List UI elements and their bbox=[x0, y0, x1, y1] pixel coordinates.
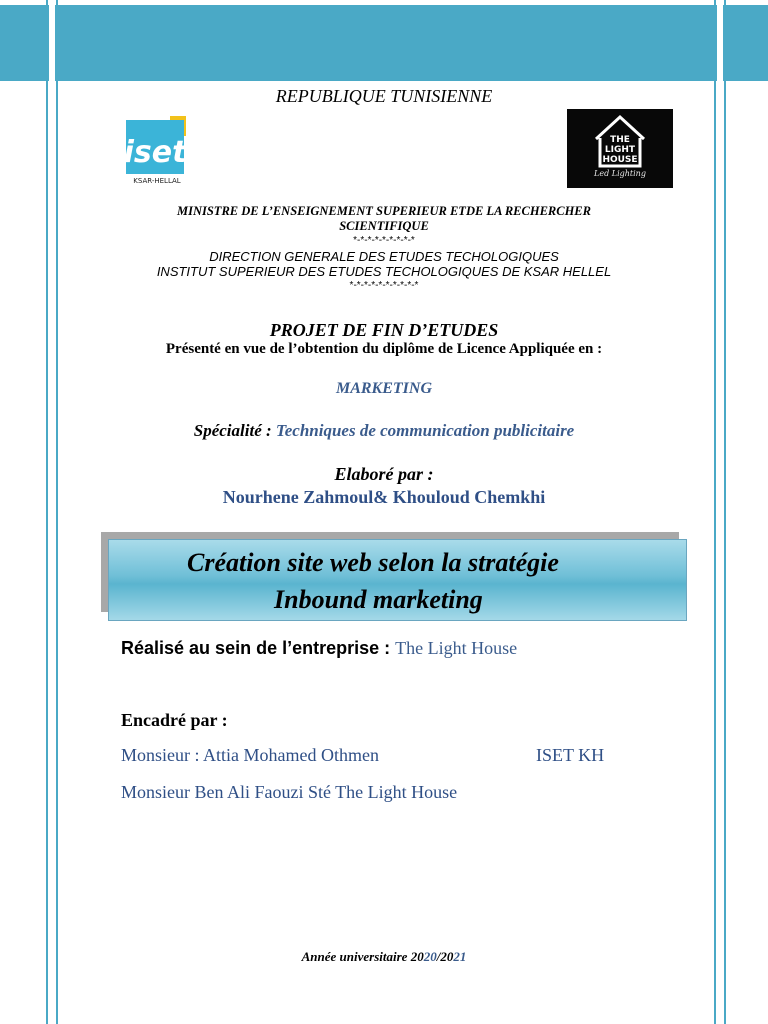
ministry-line-1: MINISTRE DE L’ENSEIGNEMENT SUPERIEUR ETDE LA RECHERCHER bbox=[176, 204, 591, 218]
elaborated-label: Elaboré par : bbox=[334, 464, 434, 484]
company-name: The Light House bbox=[395, 638, 518, 658]
iset-logo bbox=[124, 114, 190, 186]
frame-gap-right bbox=[717, 5, 723, 81]
thesis-title-line-2: Inbound marketing bbox=[274, 585, 483, 614]
direction-line: DIRECTION GENERALE DES ETUDES TECHOLOGIQUES bbox=[209, 249, 559, 264]
specialty-value: Techniques de communication publicitaire bbox=[275, 421, 575, 440]
lighthouse-logo bbox=[567, 109, 673, 188]
company-label: Réalisé au sein de l’entreprise : bbox=[121, 638, 396, 658]
frame-line-right-outer bbox=[724, 0, 726, 1024]
supervisor-1: Monsieur : Attia Mohamed Othmen bbox=[121, 745, 379, 765]
frame-line-left-outer bbox=[46, 0, 48, 1024]
svg-text:HOUSE: HOUSE bbox=[602, 155, 638, 165]
svg-text:KSAR-HELLAL: KSAR-HELLAL bbox=[133, 177, 181, 185]
svg-text:THE: THE bbox=[610, 135, 630, 145]
year-mid: /20 bbox=[436, 949, 454, 964]
supervision-label: Encadré par : bbox=[121, 710, 228, 730]
header-band bbox=[0, 5, 768, 81]
specialty-label: Spécialité : bbox=[193, 421, 276, 440]
presented-line: Présenté en vue de l’obtention du diplôme de Licence Appliquée en : bbox=[165, 341, 603, 357]
separator-stars-2: *-*-*-*-*-*-*-*-*-* bbox=[349, 280, 419, 291]
svg-text:iset: iset bbox=[124, 135, 187, 170]
company-line bbox=[121, 638, 517, 659]
ministry-line-2: SCIENTIFIQUE bbox=[339, 219, 429, 233]
frame-gap-left bbox=[49, 5, 55, 81]
title-box bbox=[108, 539, 687, 621]
institut-line: INSTITUT SUPERIEUR DES ETUDES TECHOLOGIQUES DE KSAR HELLEL bbox=[156, 264, 612, 279]
supervisor-1-org: ISET KH bbox=[536, 745, 605, 765]
thesis-title-line-1: Création site web selon la stratégie bbox=[187, 548, 559, 577]
field-name: MARKETING bbox=[335, 380, 433, 397]
republic-heading: REPUBLIQUE TUNISIENNE bbox=[275, 86, 493, 106]
frame-line-right-inner bbox=[714, 0, 716, 1024]
year-part-1: 20 bbox=[423, 949, 437, 964]
project-title: PROJET DE FIN D’ETUDES bbox=[269, 320, 499, 340]
svg-text:LIGHT: LIGHT bbox=[604, 145, 636, 155]
year-part-2: 21 bbox=[453, 949, 467, 964]
year-prefix: Année universitaire 20 bbox=[301, 949, 424, 964]
academic-year bbox=[0, 949, 768, 965]
lighthouse-signature: Led Lighting bbox=[594, 169, 646, 178]
separator-stars-1: *-*-*-*-*-*-*-*-* bbox=[353, 235, 415, 246]
frame-line-left-inner bbox=[56, 0, 58, 1024]
specialty-line bbox=[0, 421, 768, 441]
supervisor-2: Monsieur Ben Ali Faouzi Sté The Light House bbox=[121, 782, 458, 802]
authors: Nourhene Zahmoul& Khouloud Chemkhi bbox=[222, 487, 546, 507]
